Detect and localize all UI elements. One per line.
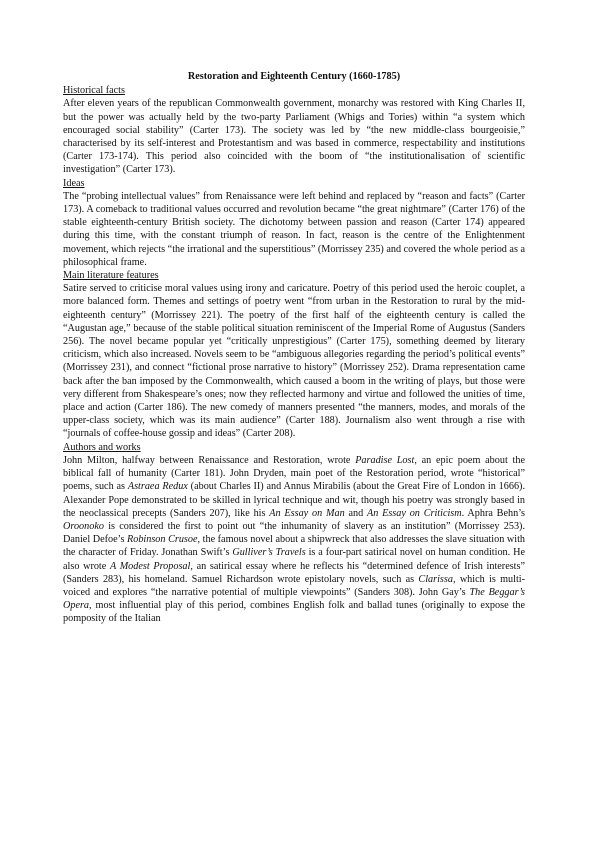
text-span: and xyxy=(344,507,367,519)
text-span: , an satirical essay where he reflects his “determined defence of Irish interests” (Sanders 283), his homeland. Samuel Richardson wrote epistolary novels, such as xyxy=(63,560,525,585)
paragraph-main-literature-features: Satire served to criticise moral values using irony and caricature. Poetry of this period used the heroic couplet, a more balanced form. Themes and settings of poetry went “from urban in the Restoration to rural by the mid-eighteenth century” (Morrissey 221). The poetry of the first half of the eighteenth century is called the “Augustan age,” because of the stable political situation reminiscent of the Imperial Rome of Augustus (Sanders 256). The novel became popular yet “critically unprestigious” (Carter 175), something deemed by literary criticism, which also increased. Novels seem to be “ambiguous allegories regarding the period’s political events” (Morrissey 231), and connect “fictional prose narrative to history” (Morrissey 252). Drama representation came back after the ban imposed by the Commonwealth, which caused a boom in the writing of plays, but those were very different from Shakespeare’s ones; now they reflected harmony and virtue and followed the unities of time, place and action (Carter 186). The new comedy of manners presented “the manners, modes, and morals of the upper-class society, which was its main audience” (Carter 188). Journalism also went through a rise with “journals of coffee-house gossip and ideas” (Carter 208). xyxy=(63,283,525,440)
work-title: Clarissa xyxy=(418,573,453,585)
work-title: An Essay on Criticism xyxy=(367,507,462,519)
work-title: Robinson Crusoe xyxy=(127,534,198,546)
paragraph-authors-and-works xyxy=(63,454,525,626)
text-span: is a four-part satirical novel on human condition. He also wrote xyxy=(63,547,525,572)
work-title: Oroonoko xyxy=(63,520,104,532)
text-span: is considered the first to point out “the inhumanity of slavery as an institution” (Morrissey 253). Daniel Defoe’s xyxy=(63,520,525,546)
paragraph-ideas: The “probing intellectual values” from Renaissance were left behind and replaced by “reason and facts” (Carter 173). A comeback to traditional values occurred and revolution became “the great nightmare” (Carter 176) of the stable eighteenth-century British society. The dichotomy between passion and reason (Carter 174) appeared during this time, with the constant triumph of reason. In fact, reason is the centre of the Enlightenment movement, which rejects “the irrational and the superstitious” (Morrissey 235) and covered the whole period as a philosophical frame. xyxy=(63,190,525,268)
paragraph-historical-facts: After eleven years of the republican Commonwealth government, monarchy was restored with King Charles II, but the power was actually held by the two-party Parliament (Whigs and Tories) within “a system which encouraged social stability” (Carter 173). The society was led by “the new middle-class bourgeoisie,” characterised by its self-interest and Protestantism and was based in commerce, respectability and institutions (Carter 173-174). This period also coincided with the boom of “the institutionalisation of scientific investigation” (Carter 173). xyxy=(63,98,525,176)
heading-historical-facts: Historical facts xyxy=(63,85,125,97)
work-title: A Modest Proposal xyxy=(109,560,191,572)
text-span: , which is multi-voiced and explores “the narrative potential of multiple viewpoints” (Sanders 308). John Gay’s xyxy=(63,573,526,598)
text-span: , most influential play of this period, combines English folk and ballad tunes (originally to expose the pomposity of the Italian xyxy=(63,600,525,625)
heading-main-literature-features: Main literature features xyxy=(63,270,159,282)
work-title: Gulliver’s Travels xyxy=(232,547,306,559)
work-title: The Beggar’s Opera xyxy=(63,586,525,612)
text-span: , the famous novel about a shipwreck that also addresses the slave situation with the character of Friday. Jonathan Swift’s xyxy=(63,534,526,559)
text-span: . Aphra Behn’s xyxy=(461,507,525,519)
work-title: Astraea Redux xyxy=(127,481,188,493)
text-span: (about Charles II) and Annus Mirabilis (about the Great Fire of London in 1666). Alexander Pope demonstrated to be skilled in lyrical technique and wit, though his poetry was strongly based in the neoclassical precepts (Sanders 207), like his xyxy=(63,481,525,519)
text-span: John Milton, halfway between Renaissance and Restoration, wrote xyxy=(63,454,356,466)
text-span: , an epic poem about the biblical fall of humanity (Carter 181). John Dryden, main poet of the Restoration period, wrote “historical” poems, such as xyxy=(63,454,525,493)
heading-authors-and-works: Authors and works xyxy=(63,441,141,453)
heading-ideas: Ideas xyxy=(63,177,85,189)
work-title: Paradise Lost xyxy=(355,454,415,466)
document-title: Restoration and Eighteenth Century (1660-1785) xyxy=(187,71,401,82)
document-page xyxy=(63,70,525,626)
work-title: An Essay on Man xyxy=(269,507,345,519)
